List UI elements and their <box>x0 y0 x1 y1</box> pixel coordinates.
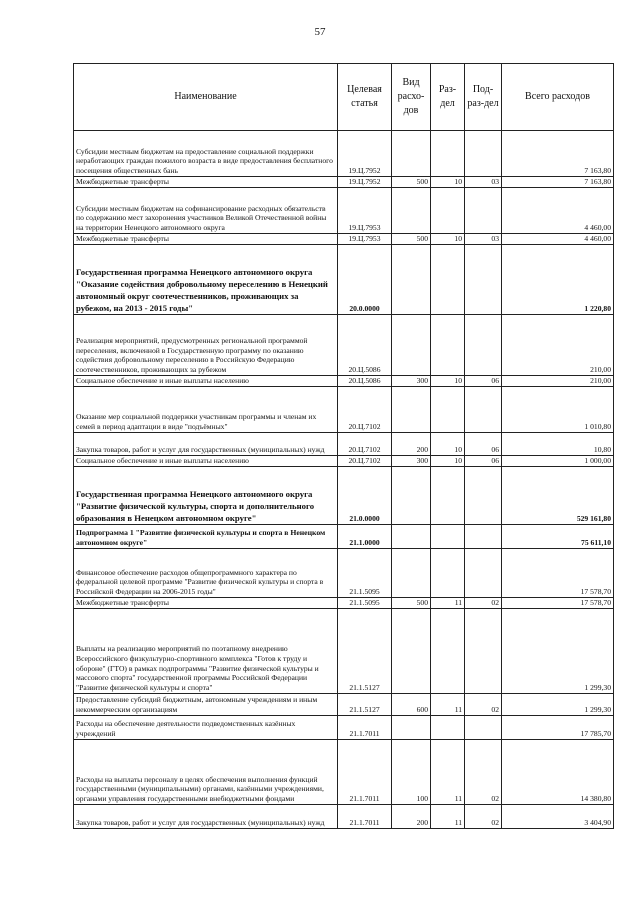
cell-name: Расходы на выплаты персоналу в целях обеспечения выполнения функций государственными (муниципальными) органами, казёнными учреждениями, органами управления государственными внебюджетными фондами <box>74 740 338 805</box>
header-target: Целевая статья <box>338 64 392 131</box>
cell-total: 1 000,00 <box>502 456 614 467</box>
cell-name: Предоставление субсидий бюджетным, автономным учреждениям и иным некоммерческим организациям <box>74 694 338 716</box>
cell-type <box>392 387 431 433</box>
cell-subsection: 03 <box>465 177 502 188</box>
cell-target: 19.Ц.7953 <box>338 188 392 234</box>
cell-type: 500 <box>392 177 431 188</box>
table-row <box>74 387 614 433</box>
cell-name: Закупка товаров, работ и услуг для государственных (муниципальных) нужд <box>74 433 338 456</box>
cell-subsection: 06 <box>465 456 502 467</box>
cell-total: 10,80 <box>502 433 614 456</box>
cell-subsection <box>465 525 502 549</box>
cell-section <box>431 549 465 598</box>
table-row <box>74 609 614 694</box>
cell-target: 21.1.7011 <box>338 805 392 829</box>
cell-target: 20.Ц.7102 <box>338 387 392 433</box>
cell-total: 17 578,70 <box>502 598 614 609</box>
cell-type <box>392 525 431 549</box>
cell-name: Подпрограмма 1 "Развитие физической культуры и спорта в Ненецком автономном округе" <box>74 525 338 549</box>
cell-target: 21.1.5127 <box>338 694 392 716</box>
table-row <box>74 467 614 525</box>
cell-subsection: 06 <box>465 433 502 456</box>
cell-subsection <box>465 131 502 177</box>
cell-name: Социальное обеспечение и иные выплаты населению <box>74 456 338 467</box>
cell-target: 21.0.0000 <box>338 467 392 525</box>
cell-target: 20.Ц.7102 <box>338 433 392 456</box>
cell-name: Межбюджетные трансферты <box>74 234 338 245</box>
table-row <box>74 433 614 456</box>
cell-target: 21.1.7011 <box>338 740 392 805</box>
table-header-row <box>74 64 614 131</box>
cell-type: 300 <box>392 456 431 467</box>
table-row <box>74 245 614 315</box>
cell-section: 10 <box>431 456 465 467</box>
cell-name: Субсидии местным бюджетам на софинансирование расходных обязательств по содержанию мест захоронения участников Великой Отечественной войны на территории Ненецкого автономного округа <box>74 188 338 234</box>
header-total: Всего расходов <box>502 64 614 131</box>
cell-section <box>431 188 465 234</box>
cell-section <box>431 467 465 525</box>
cell-type: 200 <box>392 805 431 829</box>
table-row <box>74 716 614 740</box>
cell-total: 17 578,70 <box>502 549 614 598</box>
cell-subsection <box>465 549 502 598</box>
cell-section <box>431 525 465 549</box>
table-row <box>74 549 614 598</box>
cell-target: 20.Ц.5086 <box>338 315 392 376</box>
cell-type <box>392 131 431 177</box>
cell-subsection: 06 <box>465 376 502 387</box>
cell-type: 500 <box>392 234 431 245</box>
budget-table <box>73 63 614 829</box>
cell-total: 7 163,80 <box>502 131 614 177</box>
table-row <box>74 234 614 245</box>
table-row <box>74 525 614 549</box>
cell-name: Выплаты на реализацию мероприятий по поэтапному внедрению Всероссийского физкультурно-спортивного комплекса "Готов к труду и обороне" (ГТО) в рамках подпрограммы "Развитие физической культуры и массового спорта" государственной программы Российской Федерации "Развитие физической культуры и спорта" <box>74 609 338 694</box>
cell-subsection: 02 <box>465 740 502 805</box>
cell-subsection: 02 <box>465 694 502 716</box>
cell-section: 10 <box>431 376 465 387</box>
cell-subsection <box>465 609 502 694</box>
table-row <box>74 315 614 376</box>
cell-section: 10 <box>431 234 465 245</box>
cell-type <box>392 549 431 598</box>
cell-type <box>392 716 431 740</box>
cell-subsection <box>465 387 502 433</box>
cell-total: 4 460,00 <box>502 234 614 245</box>
cell-type: 200 <box>392 433 431 456</box>
header-subsection: Под-раз-дел <box>465 64 502 131</box>
cell-target: 21.1.7011 <box>338 716 392 740</box>
cell-section: 11 <box>431 694 465 716</box>
cell-subsection <box>465 716 502 740</box>
cell-target: 20.Ц.7102 <box>338 456 392 467</box>
cell-name: Межбюджетные трансферты <box>74 598 338 609</box>
cell-target: 21.1.0000 <box>338 525 392 549</box>
cell-name: Закупка товаров, работ и услуг для государственных (муниципальных) нужд <box>74 805 338 829</box>
cell-target: 20.0.0000 <box>338 245 392 315</box>
cell-name: Социальное обеспечение и иные выплаты населению <box>74 376 338 387</box>
cell-section <box>431 716 465 740</box>
cell-name: Расходы на обеспечение деятельности подведомственных казённых учреждений <box>74 716 338 740</box>
cell-section <box>431 315 465 376</box>
cell-section <box>431 387 465 433</box>
cell-subsection <box>465 315 502 376</box>
cell-type: 300 <box>392 376 431 387</box>
cell-type <box>392 609 431 694</box>
cell-type: 600 <box>392 694 431 716</box>
cell-total: 1 299,30 <box>502 694 614 716</box>
table-row <box>74 188 614 234</box>
cell-subsection: 02 <box>465 805 502 829</box>
cell-type <box>392 467 431 525</box>
table-row <box>74 177 614 188</box>
cell-type: 100 <box>392 740 431 805</box>
cell-total: 1 299,30 <box>502 609 614 694</box>
page-number: 57 <box>314 26 326 38</box>
cell-target: 19.Ц.7952 <box>338 131 392 177</box>
header-section: Раз-дел <box>431 64 465 131</box>
cell-name: Оказание мер социальной поддержки участникам программы и членам их семей в период адаптации в виде "подъёмных" <box>74 387 338 433</box>
cell-section: 10 <box>431 433 465 456</box>
table-row <box>74 598 614 609</box>
cell-target: 19.Ц.7952 <box>338 177 392 188</box>
cell-total: 1 220,80 <box>502 245 614 315</box>
table-row <box>74 740 614 805</box>
cell-target: 21.1.5095 <box>338 598 392 609</box>
cell-type <box>392 315 431 376</box>
table-row <box>74 376 614 387</box>
cell-name: Межбюджетные трансферты <box>74 177 338 188</box>
cell-name: Финансовое обеспечение расходов общепрограммного характера по федеральной целевой программе "Развитие физической культуры и спорта в Российской Федерации на 2006-2015 годы" <box>74 549 338 598</box>
cell-name: Государственная программа Ненецкого автономного округа "Развитие физической культуры, спорта и дополнительного образования в Ненецком автономном округе" <box>74 467 338 525</box>
cell-section: 11 <box>431 805 465 829</box>
table-row <box>74 805 614 829</box>
cell-type <box>392 245 431 315</box>
cell-total: 3 404,90 <box>502 805 614 829</box>
cell-section: 11 <box>431 740 465 805</box>
table-row <box>74 131 614 177</box>
cell-total: 17 785,70 <box>502 716 614 740</box>
cell-total: 7 163,80 <box>502 177 614 188</box>
cell-total: 4 460,00 <box>502 188 614 234</box>
table-row <box>74 694 614 716</box>
table-row <box>74 456 614 467</box>
cell-target: 20.Ц.5086 <box>338 376 392 387</box>
cell-subsection: 03 <box>465 234 502 245</box>
cell-total: 210,00 <box>502 376 614 387</box>
cell-total: 210,00 <box>502 315 614 376</box>
cell-section <box>431 245 465 315</box>
cell-name: Государственная программа Ненецкого автономного округа "Оказание содействия добровольному переселению в Ненецкий автономный округ соотечественников, проживающих за рубежом, на 2013 - 2015 годы" <box>74 245 338 315</box>
cell-target: 21.1.5095 <box>338 549 392 598</box>
header-name: Наименование <box>74 64 338 131</box>
cell-subsection <box>465 188 502 234</box>
cell-subsection: 02 <box>465 598 502 609</box>
cell-target: 21.1.5127 <box>338 609 392 694</box>
cell-subsection <box>465 245 502 315</box>
cell-total: 529 161,80 <box>502 467 614 525</box>
cell-subsection <box>465 467 502 525</box>
cell-total: 75 611,10 <box>502 525 614 549</box>
header-type: Вид расхо-дов <box>392 64 431 131</box>
cell-name: Субсидии местным бюджетам на предоставление социальной поддержки неработающих граждан пожилого возраста в виде предоставления бесплатного посещения общественных бань <box>74 131 338 177</box>
cell-type: 500 <box>392 598 431 609</box>
cell-section <box>431 609 465 694</box>
cell-total: 14 380,80 <box>502 740 614 805</box>
cell-target: 19.Ц.7953 <box>338 234 392 245</box>
cell-name: Реализация мероприятий, предусмотренных региональной программой переселения, включенной в Государственную программу по оказанию содействия добровольному переселению в Российскую Федерацию соотечественников, проживающих за рубежом <box>74 315 338 376</box>
cell-total: 1 010,80 <box>502 387 614 433</box>
cell-section: 11 <box>431 598 465 609</box>
cell-type <box>392 188 431 234</box>
cell-section <box>431 131 465 177</box>
cell-section: 10 <box>431 177 465 188</box>
table-body <box>74 131 614 829</box>
